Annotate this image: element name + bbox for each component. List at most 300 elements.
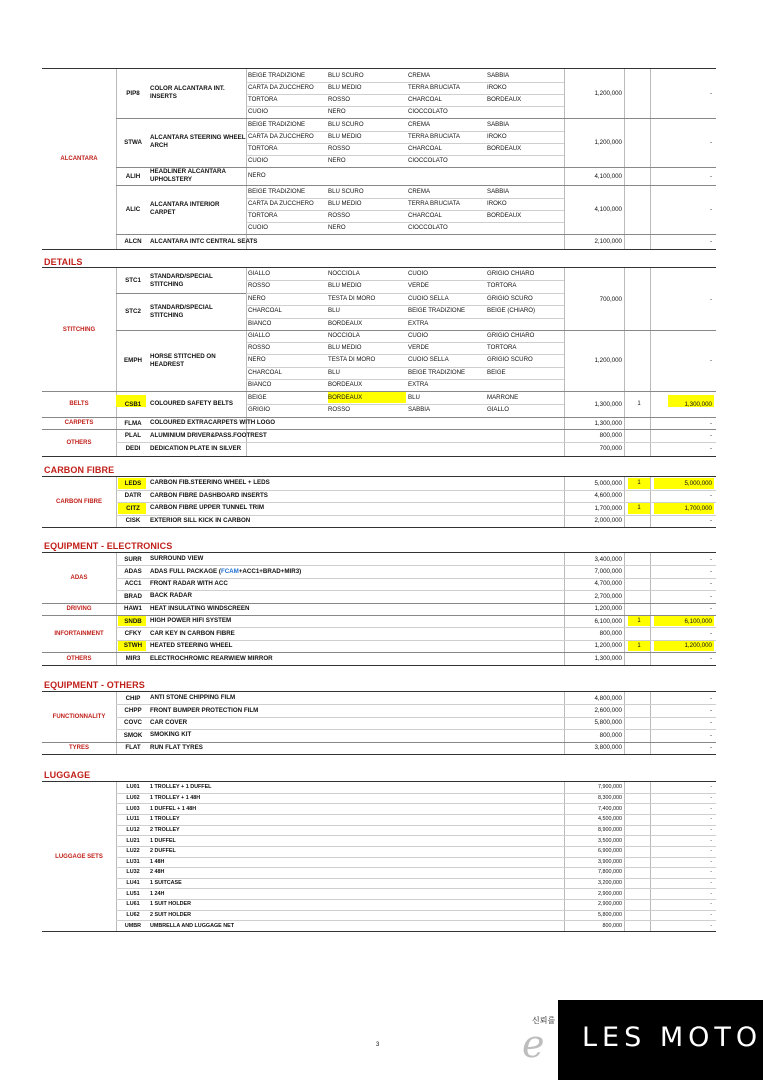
belts-qty: 1 [637, 401, 641, 407]
luggage-code: UMBR [124, 922, 142, 929]
stwa-option: BEIGE TRADIZIONE [248, 121, 306, 128]
luggage-desc: 1 TROLLEY + 1 48H [150, 794, 201, 801]
stwa-option: ROSSO [328, 145, 351, 152]
emph-option: CUOIO SELLA [408, 356, 449, 364]
pip8-option: BLU SCURO [328, 72, 364, 79]
row-divider [116, 793, 716, 794]
row-divider [246, 354, 564, 355]
others-row-code: COVC [124, 719, 142, 727]
luggage-price: 8,300,000 [598, 794, 622, 801]
stc2-code: STC2 [125, 308, 141, 315]
sndb-code: SNDB [124, 617, 142, 625]
acc1-code: ACC1 [124, 580, 142, 588]
stwa-option: CIOCCOLATO [408, 157, 448, 164]
flat-total: - [709, 744, 712, 752]
stwa-option: CUOIO [248, 157, 268, 164]
row-divider [116, 920, 716, 921]
alic-option: ROSSO [328, 212, 351, 219]
row-divider [116, 803, 716, 804]
brand-logo-text: LES MOTO [582, 1022, 763, 1053]
adas-price: 7,000,000 [594, 568, 622, 576]
luggage-total: - [710, 848, 712, 855]
plal-total: - [709, 432, 712, 439]
mir3-code: MIR3 [125, 655, 141, 663]
row-divider [246, 198, 564, 199]
emph-option: BEIGE TRADIZIONE [408, 368, 466, 376]
stwa-price: 1,200,000 [594, 138, 622, 146]
luggage-desc: 2 48H [150, 869, 165, 876]
stwa-option: TORTORA [248, 145, 278, 152]
flat-price: 3,800,000 [594, 744, 622, 752]
luggage-total: - [710, 901, 712, 908]
pip8-option: NERO [328, 108, 346, 115]
others-row-code: CHIP [125, 694, 141, 702]
carbon-row-price: 4,600,000 [594, 492, 622, 500]
others-row-total: - [709, 707, 712, 715]
luggage-desc: 2 DUFFEL [150, 848, 176, 855]
luggage-price: 7,800,000 [598, 869, 622, 876]
emph-code: EMPH [124, 357, 142, 364]
alic-option: NERO [328, 224, 346, 231]
adas-desc-part: +ACC1+BRAD+MIR3) [238, 567, 302, 575]
category-belts: BELTS [69, 401, 89, 407]
alcantara-table [42, 68, 716, 250]
row-divider [116, 814, 716, 815]
carbon-row-desc: EXTERIOR SILL KICK IN CARBON [150, 516, 251, 524]
alic-code: ALIC [125, 205, 141, 213]
stwa-option: TERRA BRUCIATA [408, 133, 460, 140]
emph-option: CUOIO [408, 332, 428, 339]
section-title-details: DETAILS [44, 257, 83, 267]
stwa-option: BLU SCURO [328, 121, 364, 128]
row-divider [116, 846, 716, 847]
row-divider [116, 857, 716, 858]
luggage-total: - [710, 912, 712, 919]
others-row-price: 4,800,000 [594, 694, 622, 702]
adas-desc [150, 565, 570, 577]
luggage-total: - [710, 805, 712, 812]
pip8-option: CREMA [408, 72, 431, 79]
section-title-luggage: LUGGAGE [44, 770, 91, 780]
carbon-row-desc: CARBON FIB.STEERING WHEEL + LEDS [150, 479, 270, 487]
luggage-desc: 1 DUFFEL [150, 837, 176, 844]
category-infotainment: INFORTAINMENT [54, 630, 104, 637]
adas-code: ADAS [124, 568, 142, 576]
stc-total: - [709, 295, 712, 303]
category-details-others: OTHERS [66, 439, 92, 446]
luggage-desc: 1 TROLLEY + 1 DUFFEL [150, 784, 212, 791]
row-divider [246, 94, 564, 95]
pip8-option: CHARCOAL [408, 96, 442, 103]
stwa-option: SABBIA [487, 121, 510, 128]
mir3-price: 1,300,000 [594, 655, 622, 663]
carbon-row-code: LEDS [124, 479, 142, 487]
alih-option: NERO [248, 172, 266, 179]
category-luggage: LUGGAGE SETS [55, 853, 103, 860]
alic-price: 4,100,000 [594, 205, 622, 213]
flat-desc: RUN FLAT TYRES [150, 743, 203, 751]
surr-total: - [709, 555, 712, 563]
luggage-desc: 1 48H [150, 858, 165, 865]
flat-code: FLAT [125, 744, 141, 752]
row-divider [246, 155, 564, 156]
carbon-row-total: - [709, 517, 712, 525]
pip8-option: SABBIA [487, 72, 510, 79]
luggage-desc: 1 SUIT HOLDER [150, 901, 192, 908]
luggage-code: LU51 [126, 890, 140, 897]
row-divider [246, 210, 564, 211]
others-row-desc: SMOKING KIT [150, 731, 192, 739]
luggage-total: - [710, 858, 712, 865]
luggage-code: LU62 [126, 912, 140, 919]
dedi-code: DEDI [125, 445, 141, 452]
brad-total: - [709, 592, 712, 600]
row-divider [116, 835, 716, 836]
carbon-row-qty [628, 515, 650, 528]
carbon-table [42, 476, 716, 528]
stitching-option: CUOIO SELLA [408, 294, 449, 302]
alic-option: CREMA [408, 188, 431, 195]
stwh-qty: 1 [637, 642, 641, 649]
luggage-desc: 1 TROLLEY [150, 816, 180, 823]
stitching-option: NERO [248, 294, 266, 302]
row-divider [246, 222, 564, 223]
luggage-price: 3,900,000 [598, 858, 622, 865]
details-table [42, 267, 716, 457]
luggage-code: LU21 [126, 837, 140, 844]
luggage-price: 6,900,000 [598, 848, 622, 855]
alic-option: BORDEAUX [487, 212, 522, 219]
row-divider [246, 280, 564, 281]
alcn-price: 2,100,000 [594, 238, 622, 245]
watermark-e-logo: e [522, 1022, 545, 1066]
belts-price: 1,300,000 [594, 400, 622, 408]
carbon-row-desc: CARBON FIBRE DASHBOARD INSERTS [150, 491, 268, 499]
emph-option: CHARCOAL [248, 368, 282, 376]
row-divider [116, 502, 716, 503]
carpets-desc: COLOURED EXTRACARPETS WITH LOGO [150, 419, 276, 426]
stitching-option: GIALLO [248, 270, 271, 277]
stc2-desc: STANDARD/SPECIAL STITCHING [150, 303, 213, 319]
others-row-code: CHPP [124, 707, 142, 715]
category-carbon: CARBON FIBRE [56, 499, 102, 505]
pip8-desc: COLOR ALCANTARA INT. INSERTS [150, 85, 225, 100]
mir3-total: - [709, 655, 712, 663]
adas-desc-part: FCAM [220, 567, 239, 575]
watermark-korean-text: 신뢰를 [532, 1016, 556, 1025]
luggage-total: - [710, 794, 712, 801]
belts-option: BLU [408, 394, 420, 401]
category-functionnality: FUNCTIONNALITY [52, 713, 106, 720]
stc-price: 700,000 [599, 295, 622, 303]
stitching-option: CUOIO [408, 270, 428, 277]
acc1-price: 4,700,000 [594, 580, 622, 588]
emph-option [487, 379, 565, 391]
belts-option: BEIGE [248, 394, 267, 401]
emph-desc: HORSE STITCHED ON HEADREST [150, 352, 216, 368]
emph-option: BLU MEDIO [328, 344, 362, 352]
brad-desc: BACK RADAR [150, 592, 192, 600]
alic-option: TORTORA [248, 212, 278, 219]
carbon-row-desc: CARBON FIBRE UPPER TUNNEL TRIM [150, 504, 265, 512]
surr-price: 3,400,000 [594, 555, 622, 563]
category-tyres: TYRES [68, 744, 89, 751]
cfky-desc: CAR KEY IN CARBON FIBRE [150, 629, 235, 637]
luggage-code: LU02 [126, 794, 140, 801]
cfky-code: CFKY [124, 630, 142, 638]
alih-total: - [709, 172, 712, 180]
luggage-price: 8,900,000 [598, 826, 622, 833]
row-divider [246, 131, 564, 132]
stitching-option: BLU [328, 307, 340, 315]
row-divider [246, 293, 564, 294]
alcn-desc: ALCANTARA INTC CENTRAL SEATS [150, 237, 258, 245]
luggage-table [42, 781, 716, 932]
row-divider [116, 293, 246, 294]
others-row-total: - [709, 719, 712, 727]
luggage-desc: 2 TROLLEY [150, 826, 180, 833]
emph-option: TORTORA [487, 344, 517, 352]
row-divider [116, 888, 716, 889]
row-divider [246, 106, 564, 107]
luggage-code: LU11 [126, 816, 140, 823]
row-divider [116, 717, 716, 718]
surr-desc: SURROUND VIEW [150, 555, 204, 563]
alic-option: SABBIA [487, 188, 510, 195]
category-driving: DRIVING [66, 605, 92, 612]
plal-desc: ALUMINIUM DRIVER&PASS.FOOTREST [150, 431, 267, 439]
alih-price: 4,100,000 [594, 172, 622, 180]
category-electronics-others: OTHERS [66, 655, 92, 662]
row-divider [116, 825, 716, 826]
alic-option: IROKO [487, 200, 507, 207]
alic-option [487, 222, 565, 234]
pip8-option: BORDEAUX [487, 96, 522, 103]
luggage-code: LU41 [126, 880, 140, 887]
carbon-row-price: 5,000,000 [594, 479, 622, 487]
haw1-total: - [709, 605, 712, 613]
category-alcantara: ALCANTARA [60, 156, 98, 162]
luggage-price: 5,800,000 [598, 912, 622, 919]
haw1-price: 1,200,000 [594, 605, 622, 613]
carbon-row-total: - [709, 492, 712, 500]
electronics-table [42, 552, 716, 666]
cfky-price: 800,000 [599, 630, 622, 638]
brad-price: 2,700,000 [594, 592, 622, 600]
section-title-others: EQUIPMENT - OTHERS [44, 680, 145, 690]
emph-option: GRIGIO CHIARO [487, 332, 535, 339]
alih-code: ALIH [125, 172, 141, 180]
pip8-option: CARTA DA ZUCCHERO [248, 84, 314, 91]
sndb-total: 6,100,000 [684, 617, 712, 625]
row-divider [246, 318, 564, 319]
stitching-option: BORDEAUX [328, 319, 363, 327]
others-row-price: 5,800,000 [594, 719, 622, 727]
alic-option: BLU SCURO [328, 188, 364, 195]
stitching-option: GRIGIO SCURO [487, 294, 533, 302]
adas-total: - [709, 568, 712, 576]
alic-option: CIOCCOLATO [408, 224, 448, 231]
emph-total: - [709, 357, 712, 364]
others-row-desc: ANTI STONE CHIPPING FILM [150, 694, 236, 702]
luggage-total: - [710, 784, 712, 791]
stwh-code: STWH [123, 642, 143, 650]
emph-price: 1,200,000 [594, 357, 622, 364]
stc1-code: STC1 [125, 277, 141, 284]
carbon-row-code: DATR [124, 492, 142, 500]
pip8-option: ROSSO [328, 96, 351, 103]
luggage-total: - [710, 869, 712, 876]
luggage-total: - [710, 837, 712, 844]
plal-code: PLAL [124, 432, 142, 439]
belts-option: GIALLO [487, 406, 510, 413]
luggage-code: LU31 [126, 858, 140, 865]
carbon-row-code: CISK [125, 517, 141, 525]
stitching-option: BEIGE (CHIARO) [487, 307, 536, 315]
stwa-desc: ALCANTARA STEERING WHEEL ARCH [150, 134, 246, 149]
emph-option: VERDE [408, 344, 429, 352]
pip8-price: 1,200,000 [594, 89, 622, 97]
stitching-option: TESTA DI MORO [328, 294, 376, 302]
carbon-row-qty: 1 [637, 505, 641, 512]
luggage-code: LU22 [126, 848, 140, 855]
stwh-total: 1,200,000 [684, 642, 712, 650]
luggage-code: LU12 [126, 826, 140, 833]
others-row-total: - [709, 731, 712, 739]
pip8-option: TERRA BRUCIATA [408, 84, 460, 91]
carbon-row-price: 1,700,000 [594, 504, 622, 512]
row-divider [116, 899, 716, 900]
belts-total: 1,300,000 [684, 400, 712, 408]
stwa-option: CHARCOAL [408, 145, 442, 152]
stwa-option: IROKO [487, 133, 507, 140]
dedi-price: 700,000 [599, 445, 622, 452]
luggage-price: 2,900,000 [598, 890, 622, 897]
carbon-row-qty: 1 [637, 480, 641, 487]
section-title-carbon: CARBON FIBRE [44, 465, 115, 475]
row-divider [246, 379, 564, 380]
luggage-total: - [710, 880, 712, 887]
others-row-price: 2,600,000 [594, 707, 622, 715]
alic-option: TERRA BRUCIATA [408, 200, 460, 207]
sndb-desc: HIGH POWER HIFI SYSTEM [150, 617, 232, 625]
emph-option: BEIGE [487, 368, 506, 376]
stitching-option: GRIGIO CHIARO [487, 270, 535, 277]
stitching-option: BIANCO [248, 319, 272, 327]
alic-option: CHARCOAL [408, 212, 442, 219]
emph-option: NOCCIOLA [328, 332, 360, 339]
emph-option: BLU [328, 368, 340, 376]
belts-code: CSB1 [124, 400, 142, 408]
luggage-code: LU32 [126, 869, 140, 876]
luggage-price: 800,000 [602, 922, 622, 929]
row-divider [246, 367, 564, 368]
belts-option: MARRONE [487, 394, 519, 401]
row-divider [246, 143, 564, 144]
haw1-desc: HEAT INSULATING WINDSCREEN [150, 604, 250, 612]
row-divider [246, 404, 564, 405]
carbon-row-total: 1,700,000 [684, 504, 712, 512]
emph-option: NERO [248, 356, 266, 364]
pip8-total: - [709, 89, 712, 97]
stitching-option: NOCCIOLA [328, 270, 360, 277]
stwa-option: CARTA DA ZUCCHERO [248, 133, 314, 140]
carpets-price: 1,300,000 [594, 419, 622, 427]
belts-option: SABBIA [408, 406, 431, 413]
stitching-option: BLU MEDIO [328, 282, 362, 290]
belts-option: GRIGIO [248, 406, 271, 413]
row-divider [116, 910, 716, 911]
stitching-option: ROSSO [248, 282, 271, 290]
luggage-desc: 1 DUFFEL + 1 48H [150, 805, 197, 812]
row-divider [116, 729, 716, 730]
emph-option: ROSSO [248, 344, 271, 352]
carbon-row-qty [628, 490, 650, 503]
pip8-option: IROKO [487, 84, 507, 91]
stitching-option: VERDE [408, 282, 429, 290]
emph-option: EXTRA [408, 380, 429, 388]
stitching-option: CHARCOAL [248, 307, 282, 315]
stwh-desc: HEATED STEERING WHEEL [150, 641, 233, 649]
emph-option: GIALLO [248, 332, 271, 339]
luggage-price: 3,500,000 [598, 837, 622, 844]
stwh-price: 1,200,000 [594, 642, 622, 650]
stwa-option [487, 155, 565, 167]
luggage-price: 7,900,000 [598, 784, 622, 791]
belts-desc: COLOURED SAFETY BELTS [150, 400, 233, 407]
luggage-price: 4,500,000 [598, 816, 622, 823]
alic-option: BLU MEDIO [328, 200, 362, 207]
carbon-row-code: CITZ [126, 504, 140, 512]
belts-option: BORDEAUX [328, 394, 363, 401]
brad-code: BRAD [124, 592, 142, 600]
alic-desc: ALCANTARA INTERIOR CARPET [150, 201, 220, 216]
others-table [42, 691, 716, 755]
luggage-code: LU01 [126, 784, 140, 791]
stwa-option: CREMA [408, 121, 431, 128]
stitching-option: TORTORA [487, 282, 517, 290]
emph-option: GRIGIO SCURO [487, 356, 533, 364]
row-divider [116, 704, 716, 705]
category-carpets: CARPETS [64, 420, 94, 426]
luggage-code: LU03 [126, 805, 140, 812]
luggage-total: - [710, 816, 712, 823]
stwa-code: STWA [124, 138, 142, 146]
stwa-option: NERO [328, 157, 346, 164]
luggage-desc: 1 24H [150, 890, 165, 897]
stitching-option: EXTRA [408, 319, 429, 327]
row-divider [116, 878, 716, 879]
alic-option: BEIGE TRADIZIONE [248, 188, 306, 195]
category-adas: ADAS [70, 574, 88, 581]
luggage-price: 7,400,000 [598, 805, 622, 812]
category-stitching: STITCHING [62, 326, 96, 333]
dedi-desc: DEDICATION PLATE IN SILVER [150, 444, 242, 452]
pip8-option: BLU MEDIO [328, 84, 362, 91]
others-row-total: - [709, 694, 712, 702]
alih-desc: HEADLINER ALCANTARA UPHOLSTERY [150, 168, 226, 183]
luggage-code: LU61 [126, 901, 140, 908]
alcn-total: - [709, 238, 712, 245]
others-row-desc: FRONT BUMPER PROTECTION FILM [150, 706, 259, 714]
belts-option: ROSSO [328, 406, 351, 413]
alic-option: CARTA DA ZUCCHERO [248, 200, 314, 207]
pip8-option: CUOIO [248, 108, 268, 115]
others-row-code: SMOK [123, 731, 143, 739]
luggage-price: 2,900,000 [598, 901, 622, 908]
others-row-desc: CAR COVER [150, 718, 188, 726]
pip8-option: CIOCCOLATO [408, 108, 448, 115]
